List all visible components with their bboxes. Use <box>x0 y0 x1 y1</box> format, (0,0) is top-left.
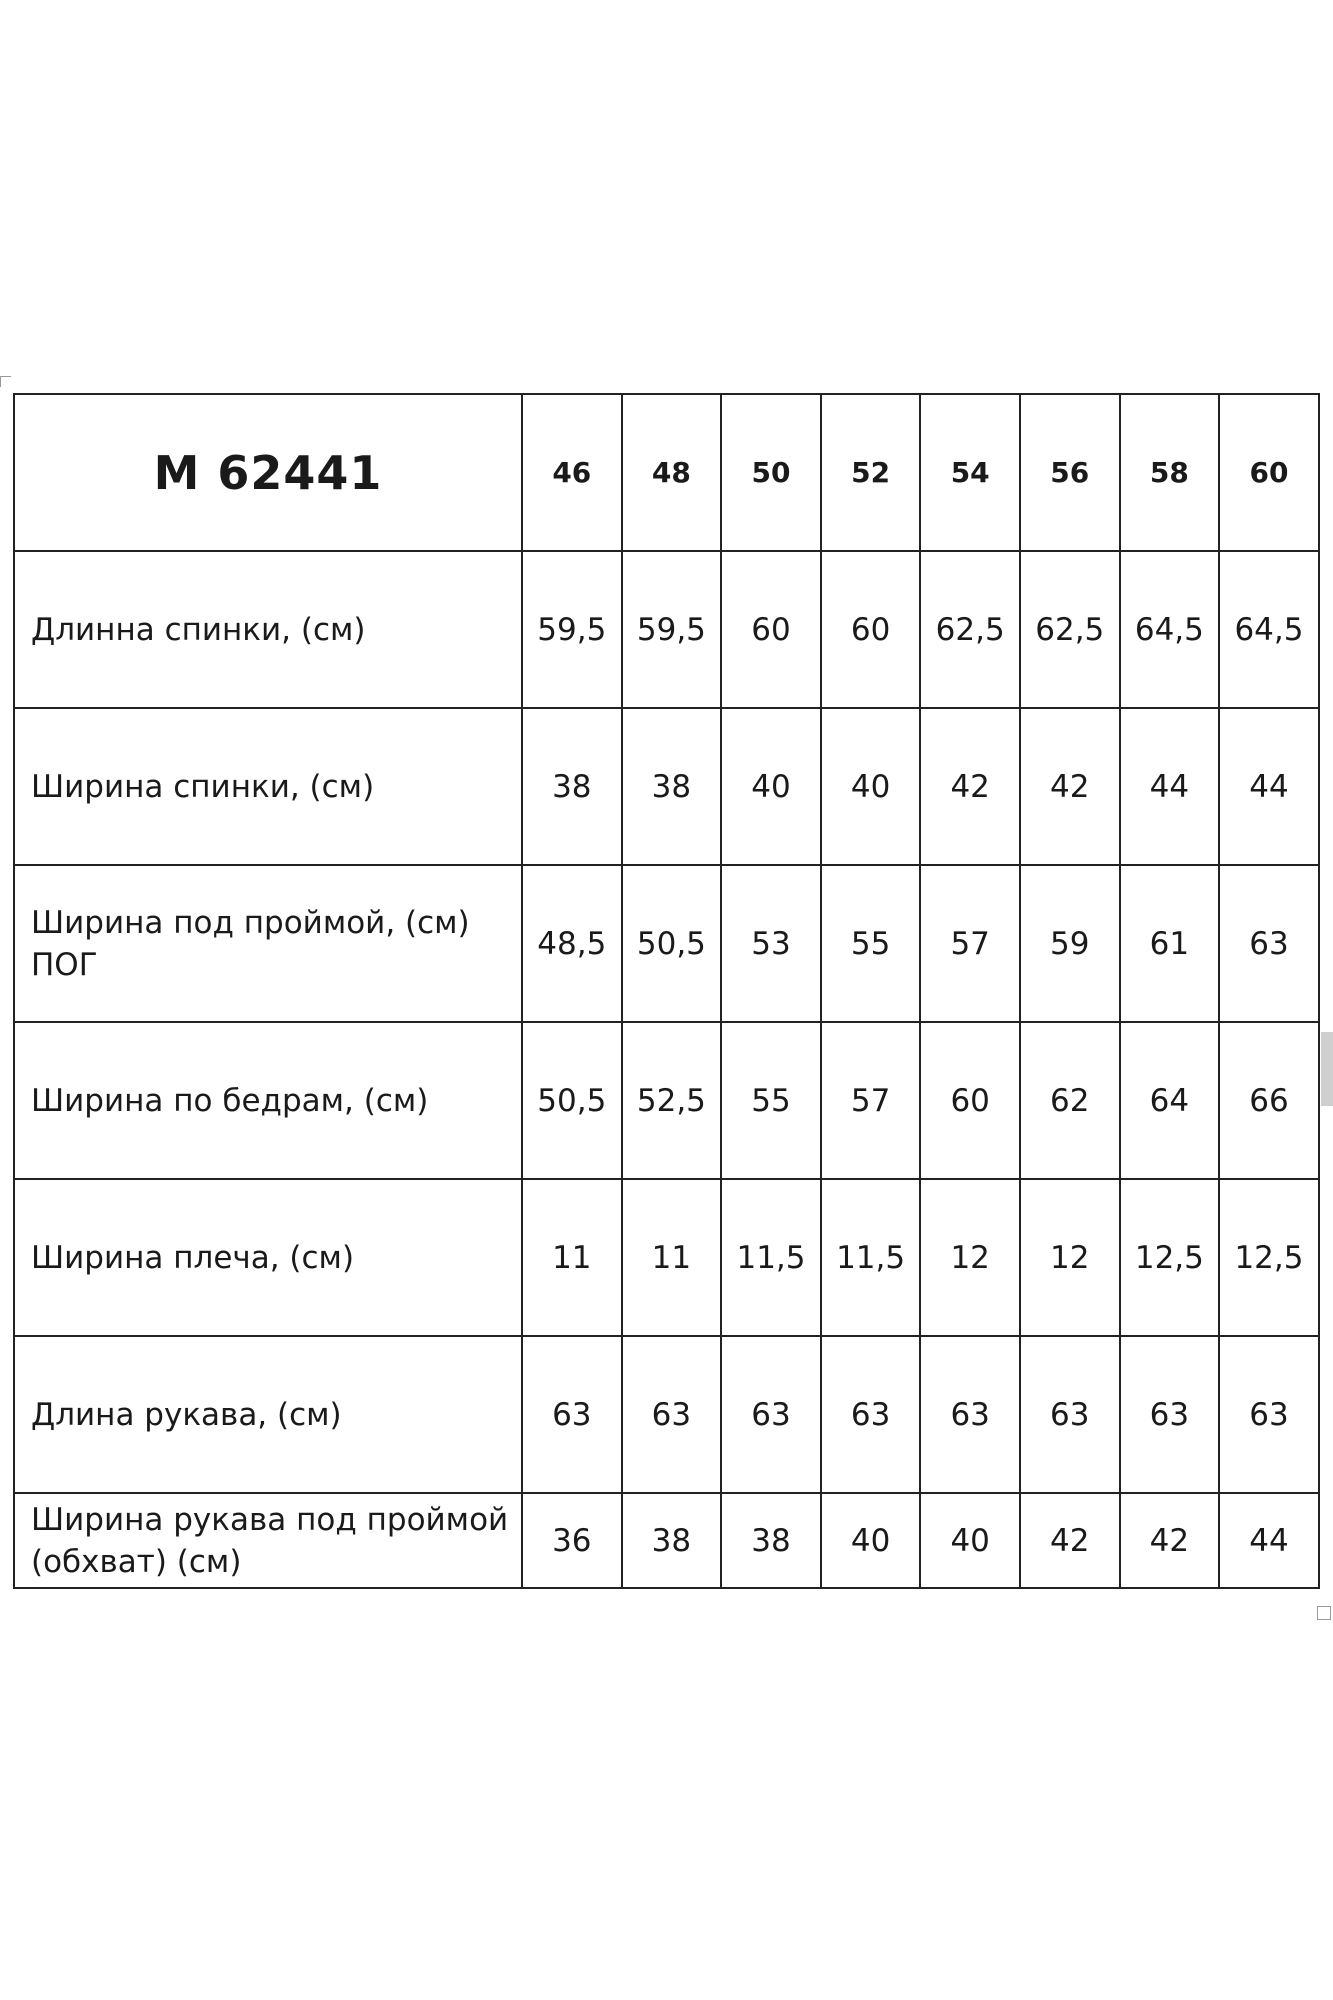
measurement-value: 12,5 <box>1219 1179 1319 1336</box>
measurement-value: 44 <box>1219 1493 1319 1588</box>
size-header: 58 <box>1120 394 1220 551</box>
measurement-value: 66 <box>1219 1022 1319 1179</box>
measurement-value: 64,5 <box>1120 551 1220 708</box>
table-row <box>14 708 1319 865</box>
measurement-value: 57 <box>920 865 1020 1022</box>
measurement-value: 36 <box>522 1493 622 1588</box>
measurement-value: 63 <box>1020 1336 1120 1493</box>
size-header: 56 <box>1020 394 1120 551</box>
measurement-value: 63 <box>522 1336 622 1493</box>
size-header: 46 <box>522 394 622 551</box>
measurement-value: 42 <box>1120 1493 1220 1588</box>
measurement-value: 62 <box>1020 1022 1120 1179</box>
model-number: M 62441 <box>14 394 522 551</box>
measurement-value: 40 <box>821 1493 921 1588</box>
table-row <box>14 1336 1319 1493</box>
measurement-value: 40 <box>721 708 821 865</box>
measurement-label: Ширина рукава под проймой (обхват) (см) <box>14 1493 522 1588</box>
measurement-value: 11 <box>622 1179 722 1336</box>
measurement-value: 62,5 <box>1020 551 1120 708</box>
measurement-value: 12,5 <box>1120 1179 1220 1336</box>
measurement-value: 40 <box>821 708 921 865</box>
measurement-value: 62,5 <box>920 551 1020 708</box>
measurement-value: 63 <box>1219 865 1319 1022</box>
measurement-value: 59 <box>1020 865 1120 1022</box>
measurement-value: 63 <box>721 1336 821 1493</box>
table-row <box>14 1179 1319 1336</box>
table-anchor-mark <box>0 376 11 387</box>
table-row-highlighted <box>14 1022 1319 1179</box>
measurement-value: 40 <box>920 1493 1020 1588</box>
measurement-value: 42 <box>1020 1493 1120 1588</box>
table-row <box>14 865 1319 1022</box>
table-row <box>14 551 1319 708</box>
measurement-value: 60 <box>821 551 921 708</box>
measurement-label: Ширина спинки, (см) <box>14 708 522 865</box>
measurement-value: 48,5 <box>522 865 622 1022</box>
measurement-value: 11 <box>522 1179 622 1336</box>
measurement-label: Ширина по бедрам, (см) <box>14 1022 522 1179</box>
measurement-value: 42 <box>1020 708 1120 865</box>
measurement-value: 38 <box>721 1493 821 1588</box>
measurement-value: 59,5 <box>522 551 622 708</box>
measurement-value: 63 <box>1219 1336 1319 1493</box>
measurement-label: Длина рукава, (см) <box>14 1336 522 1493</box>
measurement-value: 53 <box>721 865 821 1022</box>
measurement-value: 63 <box>622 1336 722 1493</box>
edge-selection-mark <box>1321 1032 1333 1106</box>
measurement-value: 60 <box>920 1022 1020 1179</box>
measurement-value: 63 <box>920 1336 1020 1493</box>
measurement-value: 38 <box>622 1493 722 1588</box>
measurement-label: Длинна спинки, (см) <box>14 551 522 708</box>
header-row <box>14 394 1319 551</box>
measurement-value: 64 <box>1120 1022 1220 1179</box>
measurement-label: Ширина под проймой, (см) ПОГ <box>14 865 522 1022</box>
measurement-value: 38 <box>522 708 622 865</box>
table-row <box>14 1493 1319 1588</box>
measurement-value: 44 <box>1120 708 1220 865</box>
size-header: 54 <box>920 394 1020 551</box>
measurement-value: 64,5 <box>1219 551 1319 708</box>
measurement-value: 63 <box>821 1336 921 1493</box>
measurement-value: 11,5 <box>721 1179 821 1336</box>
measurement-value: 57 <box>821 1022 921 1179</box>
size-header: 48 <box>622 394 722 551</box>
size-header: 60 <box>1219 394 1319 551</box>
size-header: 50 <box>721 394 821 551</box>
measurement-value: 38 <box>622 708 722 865</box>
measurement-value: 12 <box>920 1179 1020 1336</box>
measurement-value: 55 <box>721 1022 821 1179</box>
measurement-value: 50,5 <box>622 865 722 1022</box>
size-header: 52 <box>821 394 921 551</box>
measurement-value: 50,5 <box>522 1022 622 1179</box>
measurement-label: Ширина плеча, (см) <box>14 1179 522 1336</box>
measurement-value: 12 <box>1020 1179 1120 1336</box>
measurement-value: 55 <box>821 865 921 1022</box>
table-resize-handle[interactable] <box>1317 1606 1331 1620</box>
measurement-value: 11,5 <box>821 1179 921 1336</box>
measurement-value: 61 <box>1120 865 1220 1022</box>
measurement-value: 63 <box>1120 1336 1220 1493</box>
size-chart-table <box>13 393 1320 1589</box>
measurement-value: 60 <box>721 551 821 708</box>
measurement-value: 42 <box>920 708 1020 865</box>
measurement-value: 52,5 <box>622 1022 722 1179</box>
measurement-value: 59,5 <box>622 551 722 708</box>
measurement-value: 44 <box>1219 708 1319 865</box>
